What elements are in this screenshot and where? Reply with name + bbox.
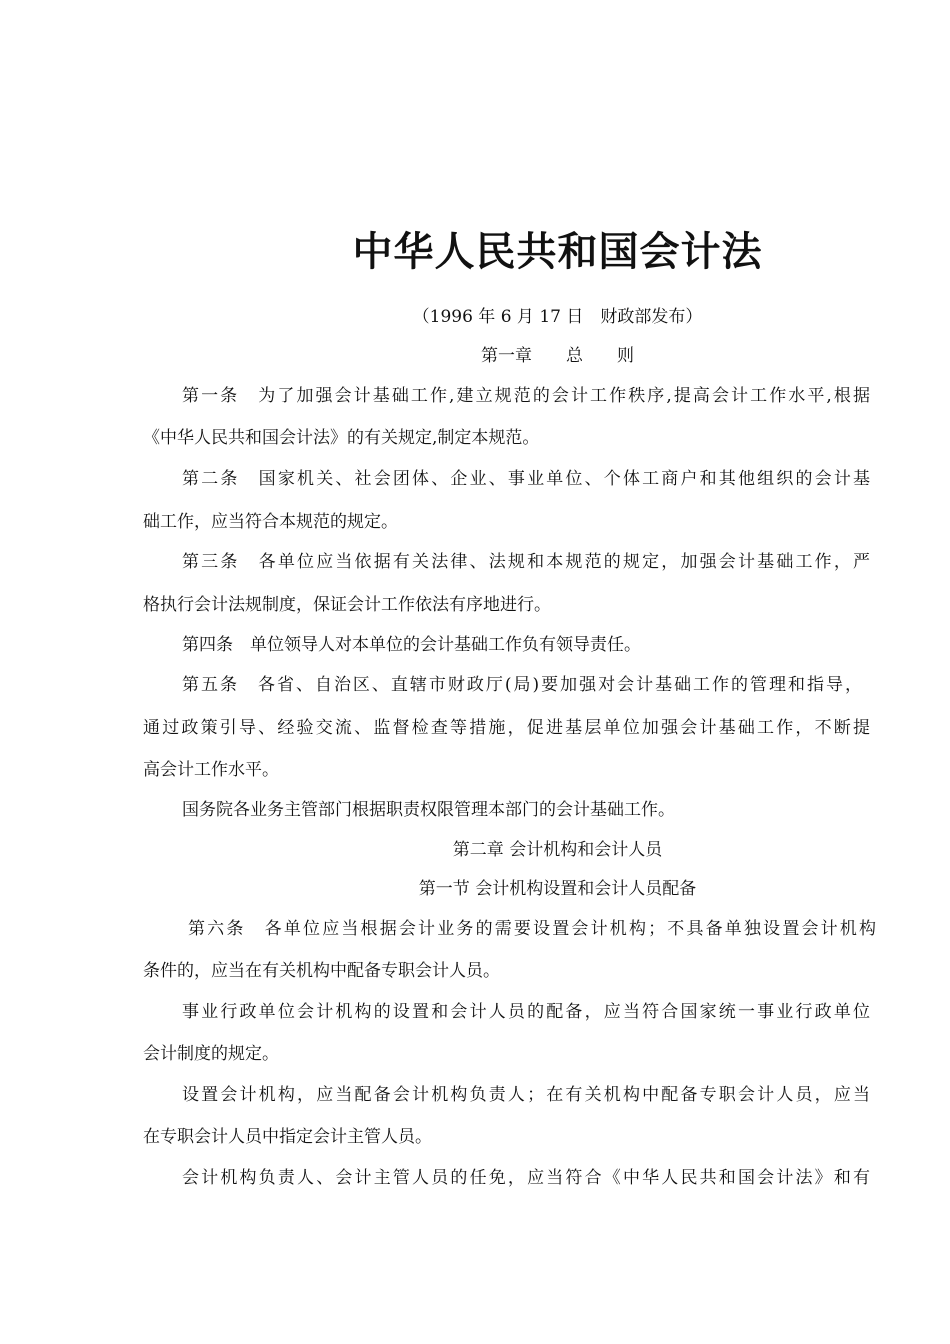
document-title: 中华人民共和国会计法 bbox=[352, 229, 763, 275]
section-1-heading: 第一节 会计机构设置和会计人员配备 bbox=[418, 879, 697, 899]
chapter-1-heading: 第一章 总 则 bbox=[481, 346, 634, 366]
article-6-paragraph-3-line-1: 设置会计机构，应当配备会计机构负责人；在有关机构中配备专职会计人员，应当 bbox=[182, 1085, 870, 1105]
article-6-paragraph-2-line-1: 事业行政单位会计机构的设置和会计人员的配备，应当符合国家统一事业行政单位 bbox=[182, 1002, 870, 1022]
article-5-line-3: 高会计工作水平。 bbox=[143, 760, 279, 780]
article-2-line-2: 础工作，应当符合本规范的规定。 bbox=[143, 512, 398, 532]
article-4-line-1: 第四条 单位领导人对本单位的会计基础工作负有领导责任。 bbox=[182, 635, 641, 655]
document-subtitle: （1996 年 6 月 17 日 财政部发布） bbox=[412, 307, 703, 327]
article-2-line-1: 第二条 国家机关、社会团体、企业、事业单位、个体工商户和其他组织的会计基 bbox=[182, 469, 870, 489]
article-6-paragraph-3-line-2: 在专职会计人员中指定会计主管人员。 bbox=[143, 1127, 432, 1147]
chapter-2-heading: 第二章 会计机构和会计人员 bbox=[452, 840, 663, 860]
article-6-line-1: 第六条 各单位应当根据会计业务的需要设置会计机构；不具备单独设置会计机构 bbox=[188, 919, 876, 939]
article-3-line-2: 格执行会计法规制度，保证会计工作依法有序地进行。 bbox=[143, 595, 551, 615]
article-6-paragraph-2-line-2: 会计制度的规定。 bbox=[143, 1044, 279, 1064]
article-1-line-1: 第一条 为了加强会计基础工作,建立规范的会计工作秩序,提高会计工作水平,根据 bbox=[182, 386, 870, 406]
article-6-paragraph-4-line-1: 会计机构负责人、会计主管人员的任免，应当符合《中华人民共和国会计法》和有 bbox=[182, 1168, 870, 1188]
article-5-paragraph-2: 国务院各业务主管部门根据职责权限管理本部门的会计基础工作。 bbox=[182, 800, 675, 820]
article-5-line-2: 通过政策引导、经验交流、监督检查等措施，促进基层单位加强会计基础工作，不断提 bbox=[143, 718, 870, 738]
article-5-line-1: 第五条 各省、自治区、直辖市财政厅(局)要加强对会计基础工作的管理和指导， bbox=[182, 675, 862, 695]
article-1-line-2: 《中华人民共和国会计法》的有关规定,制定本规范。 bbox=[143, 428, 540, 448]
article-6-line-2: 条件的，应当在有关机构中配备专职会计人员。 bbox=[143, 961, 500, 981]
article-3-line-1: 第三条 各单位应当依据有关法律、法规和本规范的规定，加强会计基础工作，严 bbox=[182, 552, 870, 572]
